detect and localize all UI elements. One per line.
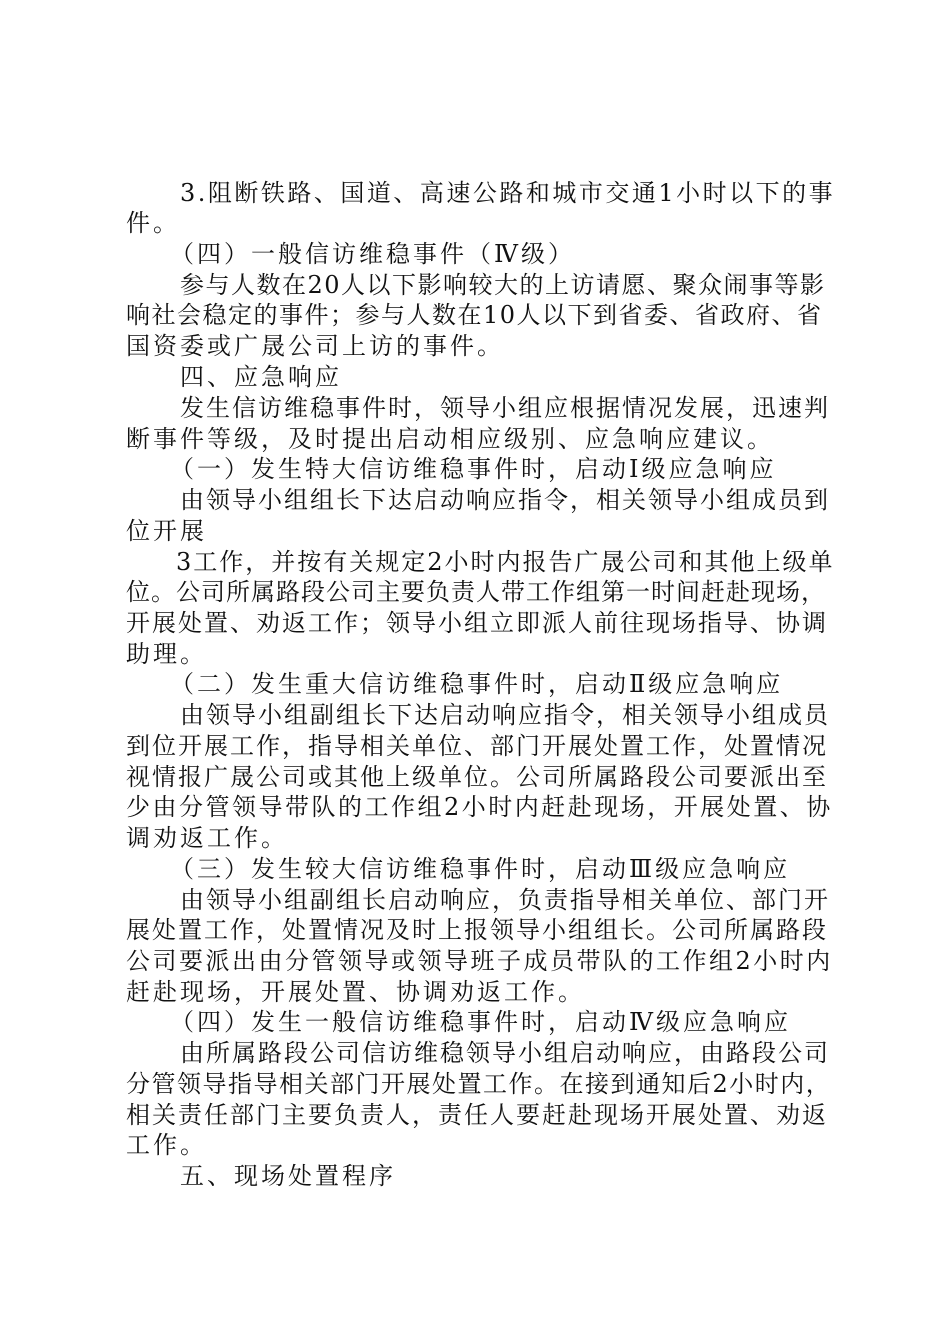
text-line: 工作。 [126,1131,207,1159]
text-line: 位开展 [126,517,207,545]
text-line: 由领导小组副组长下达启动响应指令，相关领导小组成员 [180,701,830,729]
text-line: 发生信访维稳事件时，领导小组应根据情况发展，迅速判 [180,394,830,422]
text-line: 由领导小组副组长启动响应，负责指导相关单位、部门开 [180,886,830,914]
text-line: 由领导小组组长下达启动响应指令，相关领导小组成员到 [180,486,830,514]
text-line: 分管领导指导相关部门开展处置工作。在接到通知后2小时内， [126,1070,832,1098]
text-line: 视情报广晟公司或其他上级单位。公司所属路段公司要派出至 [126,763,828,791]
section-heading: （二）发生重大信访维稳事件时，启动Ⅱ级应急响应 [170,670,784,698]
text-line: 开展处置、劝返工作；领导小组立即派人前往现场指导、协调 [126,609,828,637]
text-line: 公司要派出由分管领导或领导班子成员带队的工作组2小时内 [126,947,833,975]
section-heading: 五、现场处置程序 [180,1162,396,1190]
text-line: 断事件等级，及时提出启动相应级别、应急响应建议。 [126,425,774,453]
section-heading: （一）发生特大信访维稳事件时，启动Ⅰ级应急响应 [170,455,777,483]
section-heading: （四）一般信访维稳事件（Ⅳ级） [170,240,575,268]
section-heading: （三）发生较大信访维稳事件时，启动Ⅲ级应急响应 [170,855,791,883]
text-line: 位。公司所属路段公司主要负责人带工作组第一时间赶赴现场， [126,578,826,606]
text-line: 少由分管领导带队的工作组2小时内赶赴现场，开展处置、协 [126,793,833,821]
text-line: 件。 [126,209,180,237]
text-line: 赶赴现场，开展处置、协调劝返工作。 [126,978,585,1006]
text-line: 国资委或广晟公司上访的事件。 [126,332,504,360]
text-line: 由所属路段公司信访维稳领导小组启动响应，由路段公司 [180,1039,830,1067]
section-heading: 四、应急响应 [180,363,342,391]
text-line: 参与人数在20人以下影响较大的上访请愿、聚众闹事等影 [180,271,826,299]
text-line: 相关责任部门主要负责人，责任人要赶赴现场开展处置、劝返 [126,1101,828,1129]
text-line: 3.阻断铁路、国道、高速公路和城市交通1小时以下的事 [180,179,836,207]
section-heading: （四）发生一般信访维稳事件时，启动Ⅳ级应急响应 [170,1008,791,1036]
text-line: 展处置工作，处置情况及时上报领导小组组长。公司所属路段 [126,916,828,944]
text-line: 到位开展工作，指导相关单位、部门开展处置工作，处置情况 [126,732,828,760]
text-line: 3工作，并按有关规定2小时内报告广晟公司和其他上级单 [176,548,835,576]
text-line: 调劝返工作。 [126,824,288,852]
text-line: 助理。 [126,640,207,668]
text-line: 响社会稳定的事件；参与人数在10人以下到省委、省政府、省 [126,301,823,329]
